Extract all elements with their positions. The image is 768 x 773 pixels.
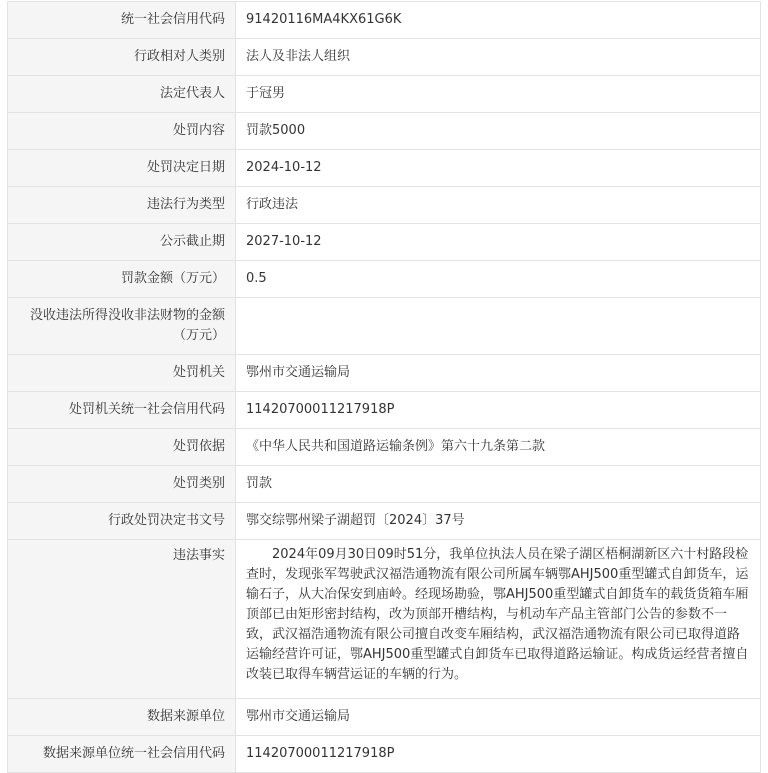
field-value: 0.5	[236, 261, 761, 298]
table-row	[8, 503, 761, 540]
field-value: 《中华人民共和国道路运输条例》第六十九条第二款	[236, 429, 761, 466]
table-row	[8, 466, 761, 503]
field-value: 2024年09月30日09时51分，我单位执法人员在梁子湖区梧桐湖新区六十村路段检查时，发现张军驾驶武汉福浩通物流有限公司所属车辆鄂AHJ500重型罐式自卸货车，运输石子，从大冶保安到庙岭。经现场勘验，鄂AHJ500重型罐式自卸货车的载货货箱车厢顶部已由矩形密封结构，改为顶部开槽结构，与机动车产品主管部门公告的参数不一致，武汉福浩通物流有限公司擅自改变车厢结构，武汉福浩通物流有限公司已取得道路运输经营许可证，鄂AHJ500重型罐式自卸货车已取得道路运输证。构成货运经营者擅自改装已取得车辆营运证的车辆的行为。	[236, 540, 761, 699]
field-value	[236, 298, 761, 355]
field-label: 违法事实	[8, 540, 236, 699]
field-value: 罚款5000	[236, 113, 761, 150]
table-row	[8, 699, 761, 736]
field-label: 行政相对人类别	[8, 39, 236, 76]
field-label: 处罚决定日期	[8, 150, 236, 187]
field-label: 违法行为类型	[8, 187, 236, 224]
field-value: 行政违法	[236, 187, 761, 224]
field-label: 处罚类别	[8, 466, 236, 503]
field-value: 法人及非法人组织	[236, 39, 761, 76]
field-value: 11420700011217918P	[236, 736, 761, 773]
table-row	[8, 150, 761, 187]
field-label: 数据来源单位统一社会信用代码	[8, 736, 236, 773]
field-value: 2027-10-12	[236, 224, 761, 261]
table-row	[8, 540, 761, 699]
field-value: 罚款	[236, 466, 761, 503]
table-row	[8, 39, 761, 76]
field-label: 罚款金额（万元）	[8, 261, 236, 298]
table-row	[8, 355, 761, 392]
field-label: 数据来源单位	[8, 699, 236, 736]
field-label: 处罚机关统一社会信用代码	[8, 392, 236, 429]
field-label: 处罚内容	[8, 113, 236, 150]
field-value: 2024-10-12	[236, 150, 761, 187]
field-label: 行政处罚决定书文号	[8, 503, 236, 540]
field-value: 11420700011217918P	[236, 392, 761, 429]
table-row	[8, 298, 761, 355]
table-row	[8, 736, 761, 773]
field-value: 鄂交综鄂州梁子湖超罚〔2024〕37号	[236, 503, 761, 540]
field-label: 没收违法所得没收非法财物的金额（万元）	[8, 298, 236, 355]
table-row	[8, 2, 761, 39]
table-row	[8, 76, 761, 113]
table-row	[8, 224, 761, 261]
field-label: 统一社会信用代码	[8, 2, 236, 39]
field-label: 公示截止期	[8, 224, 236, 261]
field-value: 91420116MA4KX61G6K	[236, 2, 761, 39]
field-value: 鄂州市交通运输局	[236, 355, 761, 392]
table-row	[8, 429, 761, 466]
field-value: 于冠男	[236, 76, 761, 113]
field-label: 处罚依据	[8, 429, 236, 466]
field-label: 法定代表人	[8, 76, 236, 113]
table-row	[8, 187, 761, 224]
table-row	[8, 261, 761, 298]
field-label: 处罚机关	[8, 355, 236, 392]
table-row	[8, 113, 761, 150]
field-value: 鄂州市交通运输局	[236, 699, 761, 736]
table-row	[8, 392, 761, 429]
penalty-record-table	[7, 1, 761, 773]
